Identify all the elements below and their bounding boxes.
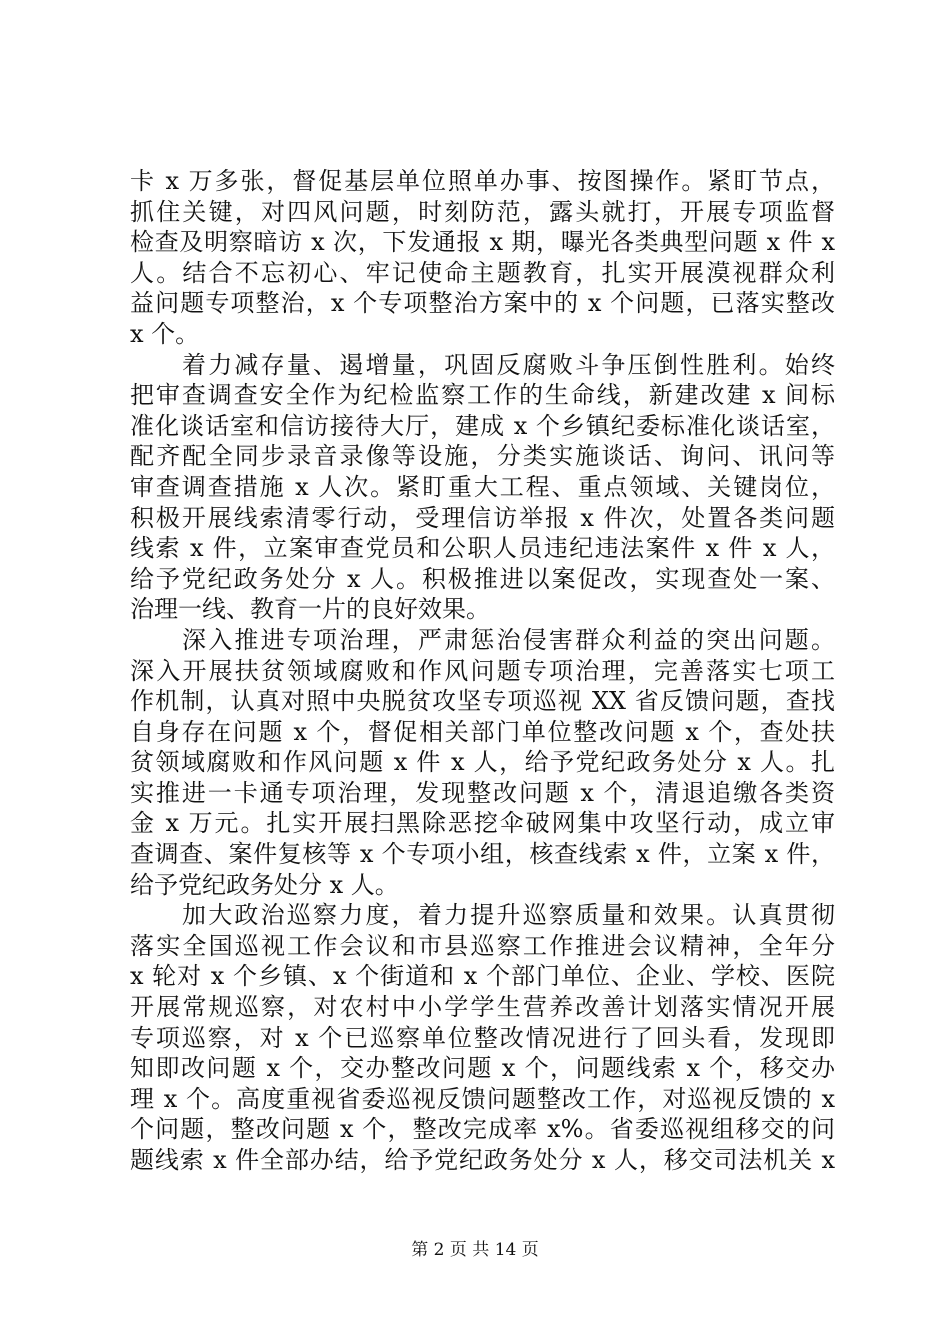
paragraph-first-line: 深入推进专项治理，严肃惩治侵害群众利益的突出问题。 — [182, 625, 835, 654]
text-line: 卡 x 万多张，督促基层单位照单办事、按图操作。紧盯节点， — [130, 167, 835, 195]
text-line: 作机制，认真对照中央脱贫攻坚专项巡视 XX 省反馈问题，查找 — [130, 687, 835, 716]
text-line: 知即改问题 x 个，交办整改问题 x 个，问题线索 x 个，移交办 — [130, 1054, 835, 1083]
text-line: 给予党纪政务处分 x 人。 — [130, 870, 399, 899]
text-line: 人。结合不忘初心、牢记使命主题教育，扎实开展漠视群众利 — [130, 258, 835, 287]
page-number-footer: 第 2 页 共 14 页 — [411, 1240, 539, 1260]
text-line: 给予党纪政务处分 x 人。积极推进以案促改，实现查处一案、 — [130, 564, 835, 593]
text-line: 检查及明察暗访 x 次，下发通报 x 期，曝光各类典型问题 x 件 x — [130, 228, 835, 257]
text-line: 准化谈话室和信访接待大厅，建成 x 个乡镇纪委标准化谈话室， — [130, 411, 835, 440]
text-line: 抓住关键，对四风问题，时刻防范，露头就打，开展专项监督 — [130, 197, 835, 226]
text-line: 理 x 个。高度重视省委巡视反馈问题整改工作，对巡视反馈的 x — [130, 1084, 835, 1113]
text-line: 自身存在问题 x 个，督促相关部门单位整改问题 x 个，查处扶 — [130, 717, 835, 746]
text-line: 把审查调查安全作为纪检监察工作的生命线，新建改建 x 间标 — [130, 381, 835, 410]
text-line: 实推进一卡通专项治理，发现整改问题 x 个，清退追缴各类资 — [130, 778, 835, 807]
text-line: 线索 x 件，立案审查党员和公职人员违纪违法案件 x 件 x 人， — [130, 534, 835, 563]
text-line: 益问题专项整治，x 个专项整治方案中的 x 个问题，已落实整改 — [130, 289, 835, 318]
text-line: 查调查、案件复核等 x 个专项小组，核查线索 x 件，立案 x 件， — [130, 840, 835, 869]
text-line: x 个。 — [130, 319, 200, 348]
text-line: 个问题，整改问题 x 个，整改完成率 x%。省委巡视组移交的问 — [130, 1115, 835, 1144]
body-text — [130, 166, 835, 1176]
paragraph-first-line: 着力减存量、遏增量，巩固反腐败斗争压倒性胜利。始终 — [182, 350, 835, 379]
text-line: 治理一线、教育一片的良好效果。 — [130, 595, 490, 624]
text-line: 题线索 x 件全部办结，给予党纪政务处分 x 人，移交司法机关 x — [130, 1146, 835, 1174]
text-line: 贫领域腐败和作风问题 x 件 x 人，给予党纪政务处分 x 人。扎 — [130, 748, 835, 777]
text-line: x 轮对 x 个乡镇、x 个街道和 x 个部门单位、企业、学校、医院 — [130, 962, 835, 991]
text-line: 审查调查措施 x 人次。紧盯重大工程、重点领域、关键岗位， — [130, 472, 835, 501]
text-line: 深入开展扶贫领域腐败和作风问题专项治理，完善落实七项工 — [130, 656, 835, 685]
paragraph-first-line: 加大政治巡察力度，着力提升巡察质量和效果。认真贯彻 — [182, 901, 835, 930]
text-line: 积极开展线索清零行动，受理信访举报 x 件次，处置各类问题 — [130, 503, 835, 532]
text-line: 落实全国巡视工作会议和市县巡察工作推进会议精神，全年分 — [130, 931, 835, 960]
text-line: 开展常规巡察，对农村中小学学生营养改善计划落实情况开展 — [130, 993, 835, 1022]
text-line: 金 x 万元。扎实开展扫黑除恶挖伞破网集中攻坚行动，成立审 — [130, 809, 835, 838]
text-line: 专项巡察，对 x 个已巡察单位整改情况进行了回头看，发现即 — [130, 1023, 835, 1052]
text-line: 配齐配全同步录音录像等设施，分类实施谈话、询问、讯问等 — [130, 442, 835, 471]
